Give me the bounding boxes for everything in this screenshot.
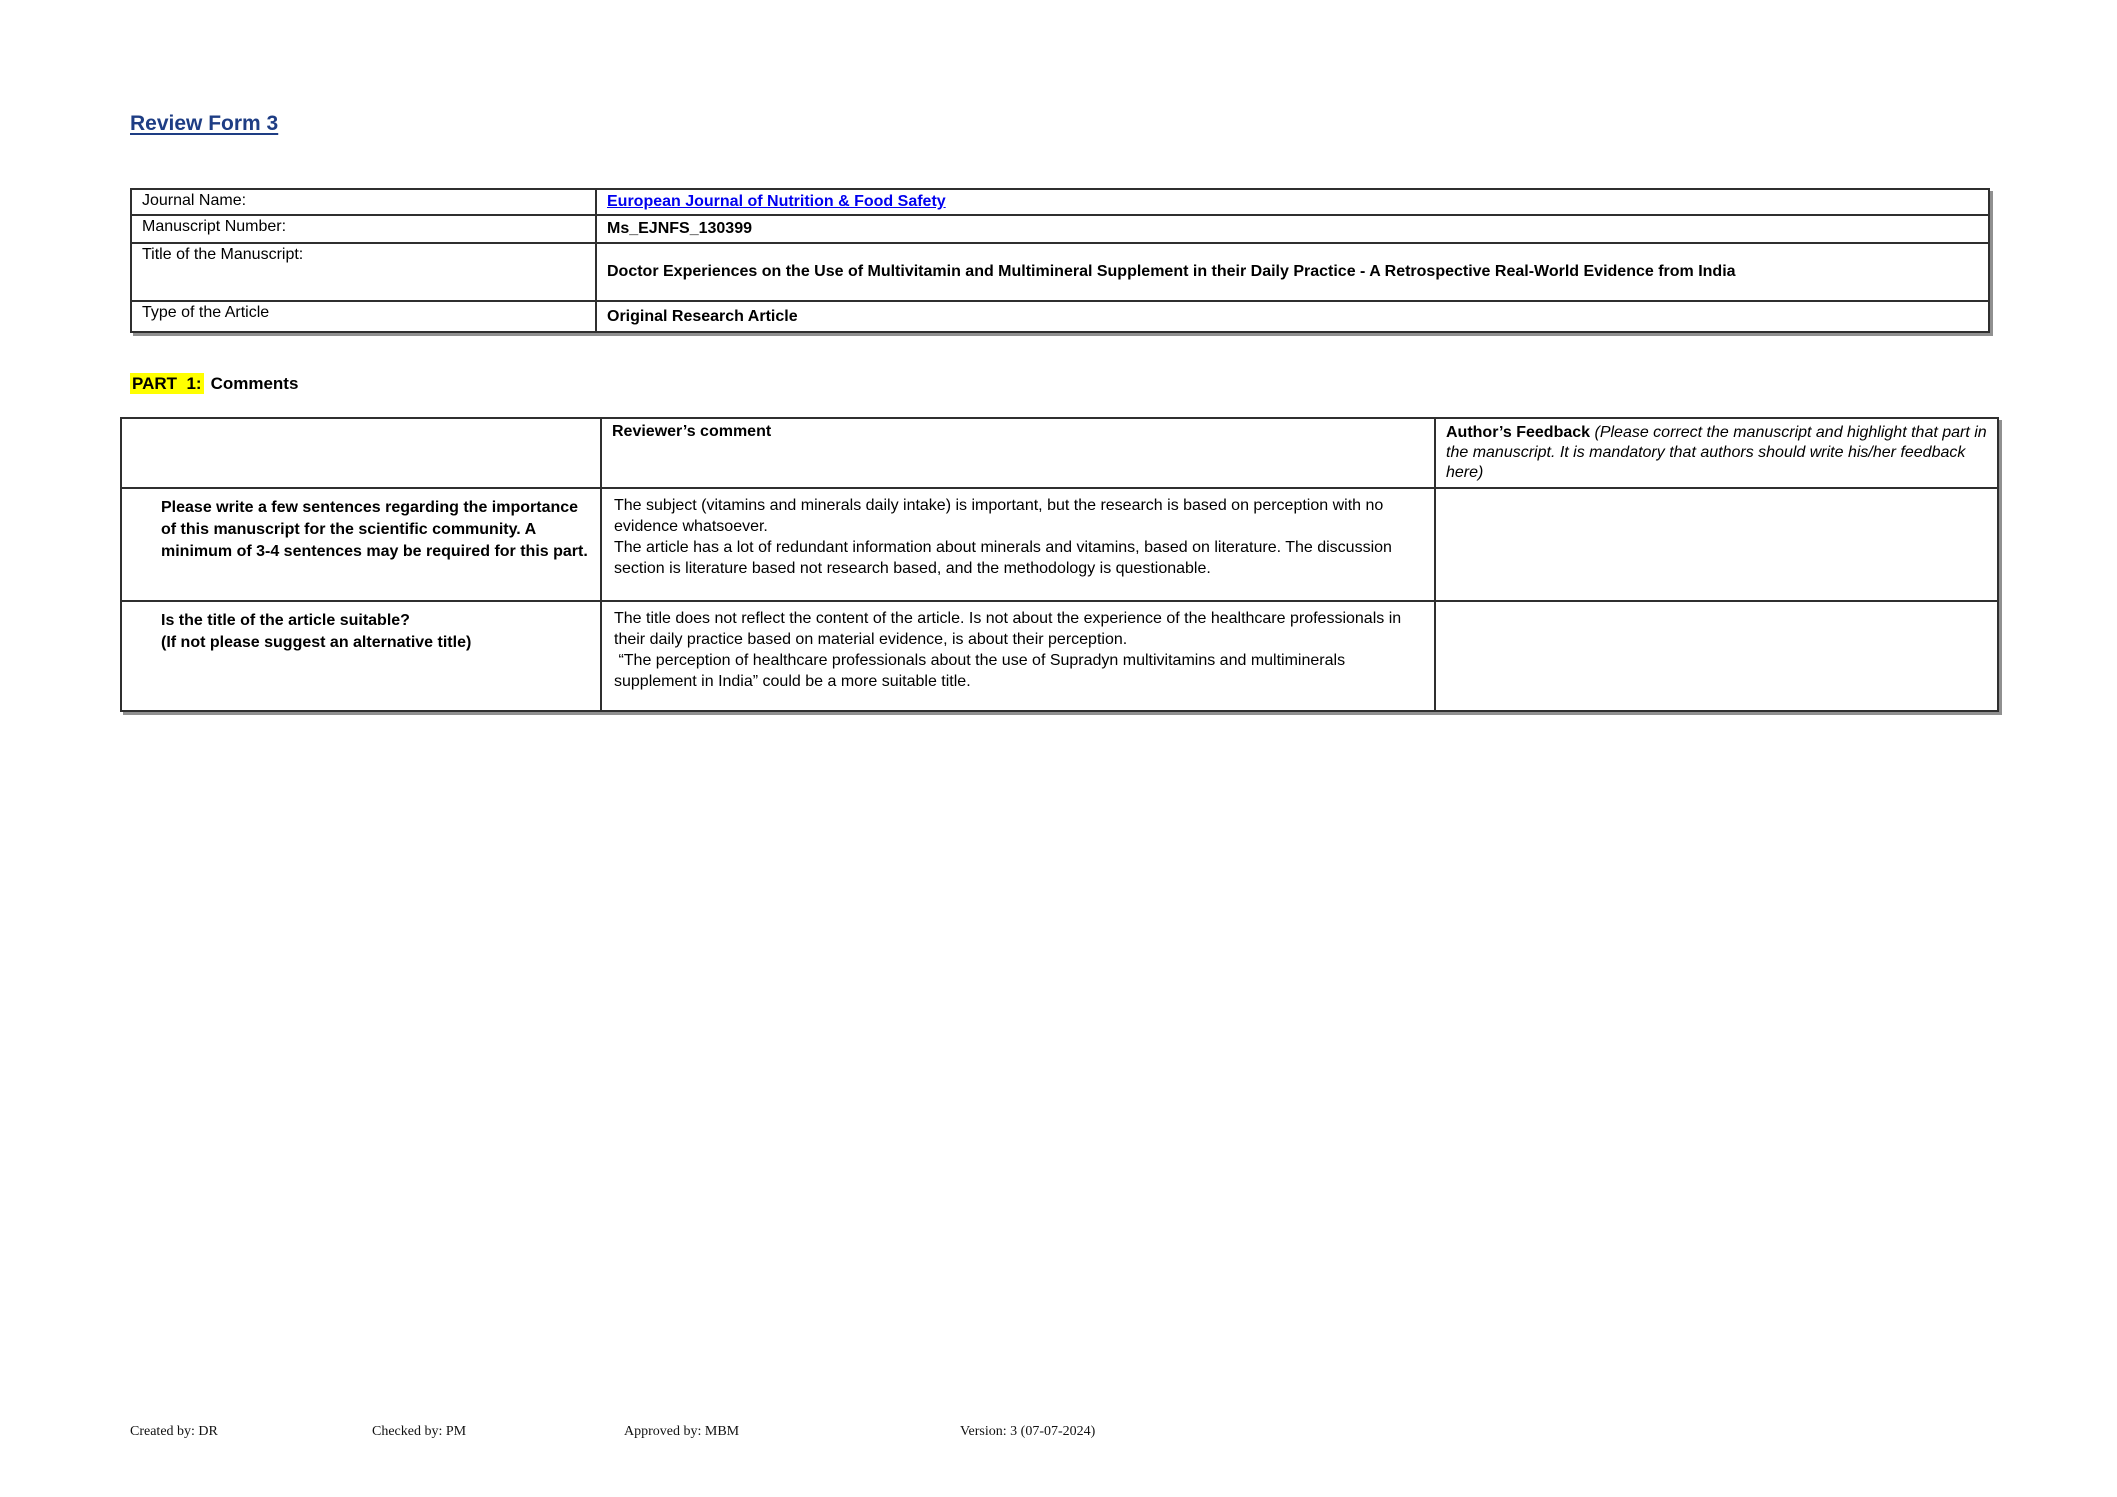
article-type-label: Type of the Article <box>131 301 596 332</box>
manuscript-number-value: Ms_EJNFS_130399 <box>596 215 1989 243</box>
importance-question-cell: Please write a few sentences regarding the importance of this manuscript for the scientific community. A minimum of 3-4 sentences may be required for this part. <box>121 488 601 601</box>
title-suitability-question-line: (If not please suggest an alternative title) <box>161 634 472 651</box>
importance-reviewer-comment-cell <box>601 488 1435 601</box>
importance-comment-paragraph: The article has a lot of redundant information about minerals and vitamins, based on literature. The discussion section is literature based not research based, and the methodology is questionable. <box>614 539 1397 577</box>
manuscript-number-row <box>131 215 1989 243</box>
importance-author-feedback-cell <box>1435 488 1998 601</box>
part1-heading-text: Comments <box>210 374 299 393</box>
author-feedback-header-title: Author’s Feedback <box>1446 424 1591 441</box>
manuscript-title-label: Title of the Manuscript: <box>131 243 596 301</box>
importance-row <box>121 488 1998 601</box>
author-feedback-header-note: (Please correct the manuscript and highlight that part in the manuscript. It is mandatory that authors should write his/her feedback here) <box>1446 424 1987 481</box>
title-suitability-question-line: Is the title of the article suitable? <box>161 612 410 629</box>
footer-approved-by: Approved by: MBM <box>624 1424 740 1439</box>
manuscript-number-label: Manuscript Number: <box>131 215 596 243</box>
title-suitability-reviewer-comment-cell <box>601 601 1435 711</box>
manuscript-title-row <box>131 243 1989 301</box>
title-suitability-author-feedback-cell <box>1435 601 1998 711</box>
manuscript-info-table <box>130 188 1990 333</box>
comments-header-empty-cell <box>121 418 601 488</box>
part1-heading <box>130 374 298 394</box>
title-suitability-row <box>121 601 1998 711</box>
title-suitability-comment-paragraph: “The perception of healthcare professionals about the use of Supradyn multivitamins and multiminerals supplement in India” could be a more suitable title. <box>614 652 1350 690</box>
reviewer-comment-header: Reviewer’s comment <box>601 418 1435 488</box>
page-title: Review Form 3 <box>130 112 279 135</box>
title-suitability-question-cell <box>121 601 601 711</box>
footer-created-by: Created by: DR <box>130 1424 218 1439</box>
article-type-value: Original Research Article <box>596 301 1989 332</box>
journal-name-row <box>131 189 1989 215</box>
comments-table <box>120 417 1999 712</box>
journal-name-label: Journal Name: <box>131 189 596 215</box>
importance-comment-paragraph: The subject (vitamins and minerals daily intake) is important, but the research is based on perception with no evidence whatsoever. <box>614 497 1388 535</box>
part1-heading-highlight: PART 1: <box>132 374 202 393</box>
footer-version: Version: 3 (07-07-2024) <box>960 1424 1096 1439</box>
author-feedback-header <box>1435 418 1998 488</box>
journal-name-link[interactable]: European Journal of Nutrition & Food Safety <box>607 193 946 210</box>
comments-header-row <box>121 418 1998 488</box>
manuscript-title-value: Doctor Experiences on the Use of Multivitamin and Multimineral Supplement in their Daily Practice - A Retrospective Real-World Evidence from India <box>596 243 1989 301</box>
title-suitability-comment-paragraph: The title does not reflect the content of the article. Is not about the experience of the healthcare professionals in their daily practice based on material evidence, is about their perception. <box>614 610 1406 648</box>
footer-checked-by: Checked by: PM <box>372 1424 467 1439</box>
article-type-row <box>131 301 1989 332</box>
